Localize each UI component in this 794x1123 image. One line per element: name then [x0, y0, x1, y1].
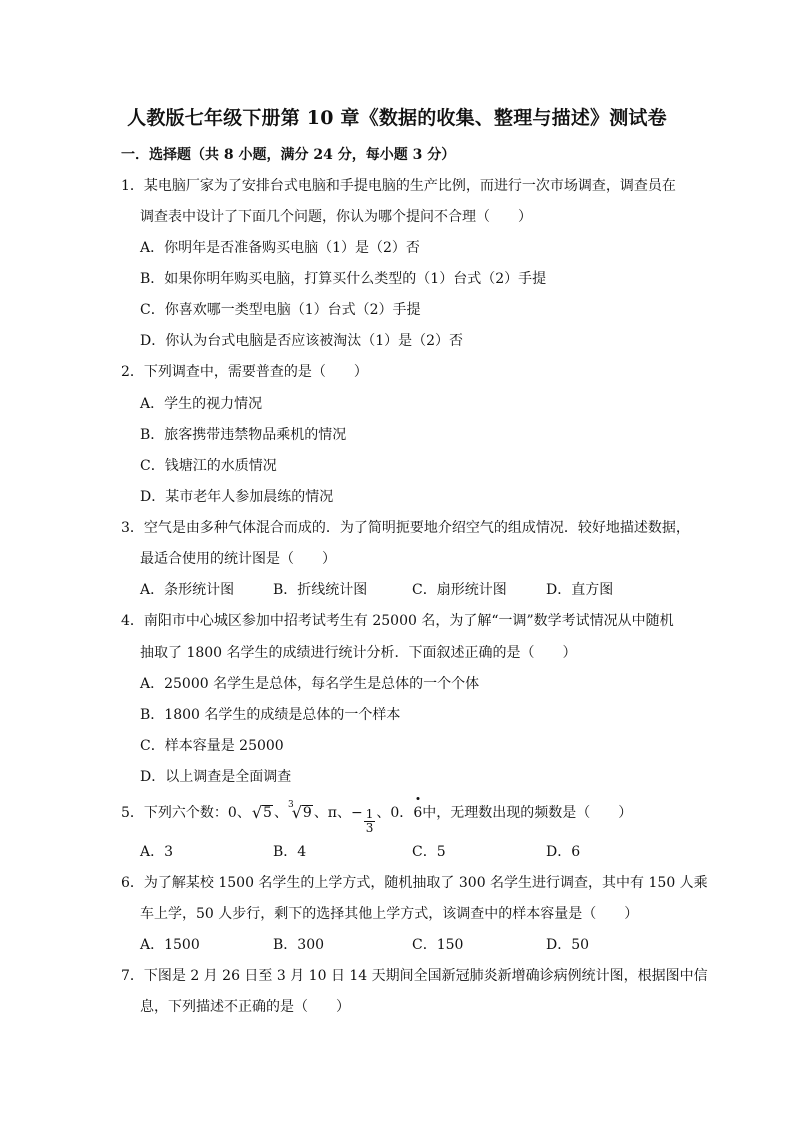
question-6-option-d: D．50 [546, 937, 590, 953]
question-6-option-a: A．1500 [140, 937, 200, 953]
question-6-option-c: C．150 [412, 937, 464, 953]
root-index: 3 [287, 800, 294, 810]
question-3-option-d: D．直方图 [546, 582, 614, 598]
radicand: 5 [263, 805, 272, 821]
repeating-digit: 6 [413, 800, 422, 826]
question-5-option-d: D．6 [546, 844, 581, 860]
question-6-text: 6．为了解某校 1500 名学生的上学方式，随机抽取了 300 名学生进行调查，其中有 150 人乘 [121, 875, 708, 891]
fraction-one-third [364, 808, 376, 835]
question-2-option-a: A．学生的视力情况 [140, 396, 263, 412]
question-1-option-b: B．如果你明年购买电脑，打算买什么类型的（1）台式（2）手提 [140, 271, 547, 287]
question-2-option-b: B．旅客携带违禁物品乘机的情况 [140, 427, 347, 443]
question-2-option-c: C．钱塘江的水质情况 [140, 458, 277, 474]
question-1-option-c: C．你喜欢哪一类型电脑（1）台式（2）手提 [140, 302, 421, 318]
question-4-option-a: A．25000 名学生是总体，每名学生是总体的一个个体 [140, 676, 480, 692]
cbrt-9-expression [288, 800, 314, 826]
question-6-text-cont: 车上学，50 人步行，剩下的选择其他上学方式，该调查中的样本容量是（ ） [140, 906, 639, 922]
question-1-text: 1．某电脑厂家为了安排台式电脑和手提电脑的生产比例，而进行一次市场调查，调查员在 [121, 178, 676, 194]
section-heading: 一．选择题（共 8 小题，满分 24 分，每小题 3 分） [121, 147, 456, 163]
question-7-text: 7．下图是 2 月 26 日至 3 月 10 日 14 天期间全国新冠肺炎新增确诊病例统计图，根据图中信 [121, 968, 708, 984]
cube-root [292, 805, 313, 821]
separator: 、0． [376, 805, 414, 821]
question-4-option-c: C．样本容量是 25000 [140, 738, 284, 754]
question-5-option-b: B．4 [273, 844, 307, 860]
question-6-option-b: B．300 [273, 937, 325, 953]
radical-sign-icon: √ [251, 803, 263, 822]
question-1-option-a: A．你明年是否准备购买电脑（1）是（2）否 [140, 240, 420, 256]
question-3-text-cont: 最适合使用的统计图是（ ） [140, 551, 336, 567]
question-4-text: 4．南阳市中心城区参加中招考试考生有 25000 名，为了解“一调”数学考试情况从中随机 [121, 613, 674, 629]
page-title: 人教版七年级下册第 10 章《数据的收集、整理与描述》测试卷 [127, 107, 667, 129]
question-5-text [121, 800, 632, 834]
radicand: 9 [302, 805, 312, 821]
question-4-text-cont: 抽取了 1800 名学生的成绩进行统计分析．下面叙述正确的是（ ） [140, 645, 577, 661]
fraction-denominator: 3 [365, 821, 374, 835]
question-3-option-c: C．扇形统计图 [412, 582, 507, 598]
question-2-text: 2．下列调查中，需要普查的是（ ） [121, 364, 368, 380]
question-3-text: 3．空气是由多种气体混合而成的．为了简明扼要地介绍空气的组成情况．较好地描述数据， [121, 520, 690, 536]
question-3-option-b: B．折线统计图 [273, 582, 368, 598]
question-1-option-d: D．你认为台式电脑是否应该被淘汰（1）是（2）否 [140, 333, 464, 349]
question-7-text-cont: 息，下列描述不正确的是（ ） [140, 999, 350, 1015]
square-root [252, 805, 273, 821]
radical-sign-icon: √ [291, 803, 302, 822]
separator: 、 [273, 805, 288, 821]
question-4-option-b: B．1800 名学生的成绩是总体的一个样本 [140, 707, 401, 723]
question-5-suffix: 中，无理数出现的频数是（ ） [422, 805, 633, 821]
question-5-option-c: C．5 [412, 844, 446, 860]
separator: 、π、− [313, 805, 363, 821]
sqrt-5-expression [251, 805, 274, 821]
question-2-option-d: D．某市老年人参加晨练的情况 [140, 489, 334, 505]
question-5-prefix: 5．下列六个数：0、 [121, 805, 251, 821]
question-4-option-d: D．以上调查是全面调查 [140, 769, 292, 785]
fraction-numerator: 1 [365, 807, 374, 821]
question-3-option-a: A．条形统计图 [140, 582, 235, 598]
question-1-text-cont: 调查表中设计了下面几个问题，你认为哪个提问不合理（ ） [140, 209, 532, 225]
question-5-option-a: A．3 [140, 844, 174, 860]
